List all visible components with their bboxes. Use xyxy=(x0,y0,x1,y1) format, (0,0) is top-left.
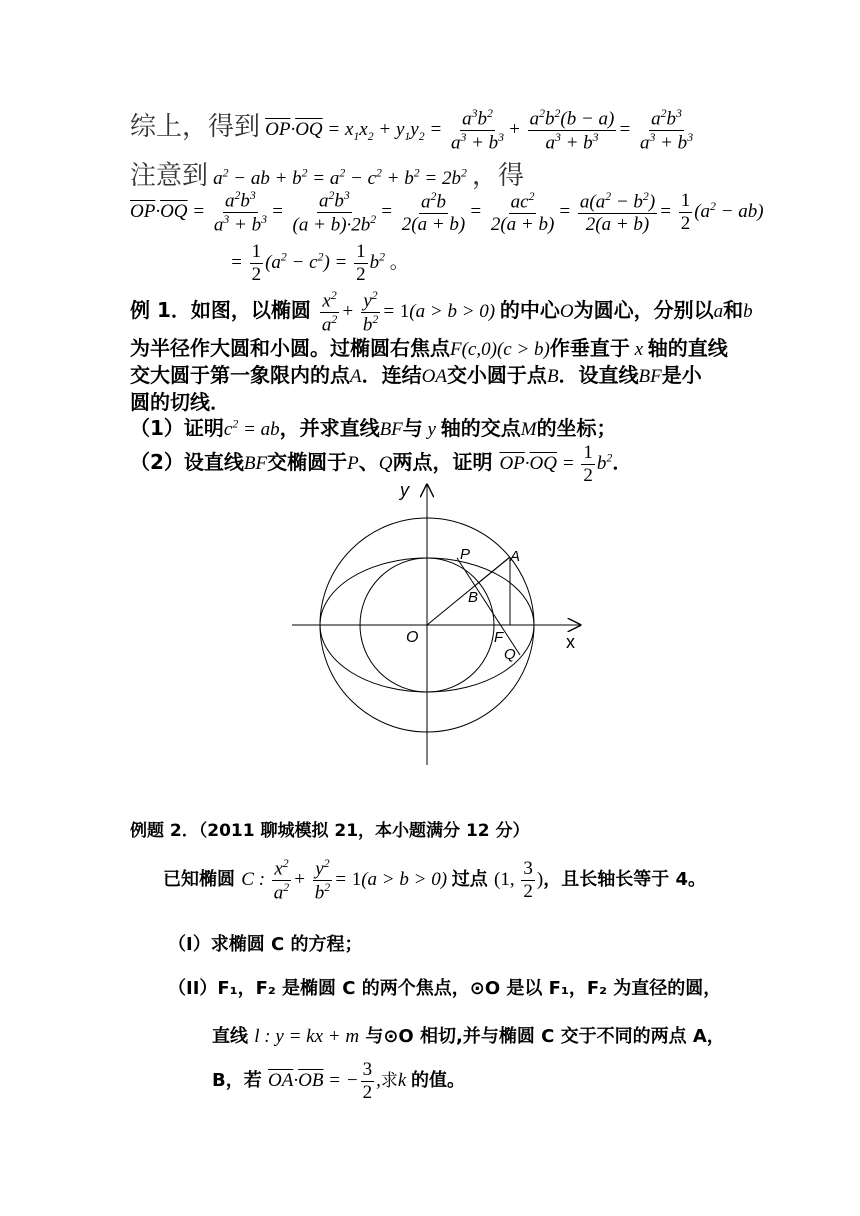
example1-text: 交大圆于第一象限内的点 xyxy=(130,363,350,387)
example2-text: 过点 xyxy=(451,869,488,891)
tangent-line-bf xyxy=(457,558,520,655)
example1-text: ．设直线 xyxy=(558,363,639,387)
example2-text: 与⊙O 相切,并与椭圆 C 交于不同的两点 A， xyxy=(365,1026,725,1047)
example2-line-1 xyxy=(163,858,706,904)
example2-text: 已知椭圆 xyxy=(163,869,235,891)
example1-text: （2）设直线 xyxy=(130,449,244,474)
label-x: x xyxy=(566,632,575,652)
example1-text: ，并求直线 xyxy=(279,416,380,440)
example1-text: 是小 xyxy=(661,363,702,387)
label-f: F xyxy=(494,629,504,646)
segment-ab xyxy=(477,557,510,584)
example1-text: 为半径作大圆和小圆。过椭圆右焦点 xyxy=(130,336,450,360)
example2-text: B，若 xyxy=(212,1069,262,1091)
formula-identity: $a^2$ − ab + $b^2 = a^2 - c^2 + b^2 = 2b^2$ xyxy=(213,166,467,189)
example2-text: 直线 xyxy=(212,1026,248,1047)
example2-text: ，且长轴长等于 4。 xyxy=(543,869,706,891)
example1-text: 和 xyxy=(723,298,744,323)
example1-text: ． xyxy=(612,449,633,474)
derivation-intro: 综上，得到 xyxy=(130,112,261,142)
example2-part-1: （I）求椭圆 C 的方程； xyxy=(168,934,363,955)
example1-text: 交椭圆于 xyxy=(267,449,348,474)
example2-part-2-line-2 xyxy=(212,1022,725,1048)
example2-title: 例题 2．（2011 聊城模拟 21，本小题满分 12 分） xyxy=(130,821,530,841)
label-b: B xyxy=(468,589,479,606)
formula-ellipse: $\frac{x^2}{a^2}$ + $\frac{y^2}{b^2}$ = 1(a > b > 0) xyxy=(321,289,500,336)
example1-text: 轴的交点 xyxy=(440,416,521,440)
example1-text: 圆的切线． xyxy=(130,390,230,414)
example1-text: （1）证明 xyxy=(130,416,224,440)
derivation-line-1 xyxy=(130,106,697,153)
example2-part-2-line-3 xyxy=(212,1060,465,1103)
example1-line-1: 例 1．如图，以椭圆 $\frac{x^2}{a^2}$ + $\frac{y^2}{b^2}$ = 1(a > b > 0) 的中心O为圆心，分别以a和b xyxy=(130,289,753,336)
label-y: y xyxy=(400,480,409,500)
example1-text: 交小圆于点 xyxy=(446,363,547,387)
example1-text: 的中心 xyxy=(499,298,560,323)
formula-result: = $\frac{1}{2}$ $(a^2 - c^2)$ = $\frac{1}{2}$ $b^2$ 。 xyxy=(230,241,409,285)
formula-oa-ob: $\overline{OA}\cdot\overline{OB}$ = − $\frac{3}{2}$ ,求k xyxy=(268,1059,412,1103)
example1-line-2: 为半径作大圆和小圆。过椭圆右焦点F(c,0)(c > b)作垂直于 x 轴的直线 xyxy=(130,336,728,360)
example2-text: 的值。 xyxy=(411,1069,466,1091)
example1-text: 作垂直于 xyxy=(549,336,630,360)
example1-text: 两点，证明 xyxy=(392,449,493,474)
formula-chain: $\overline{OP}\cdot\overline{OQ}$ = $\frac{a^2b^3}{a^3 + b^3}$ = $\frac{a^2b^3}{(a + b)\cdot 2b^2}$ = $\frac{a^2b}{2(a + b)}$ = $\frac{ac^2}{2(a + b)}$ = $\frac{a(a^2 - b^2)}{2(a + b)}$ = $\frac{1}{2}$ $(a^2 - ab)$ xyxy=(130,189,764,236)
example1-text: 轴的直线 xyxy=(647,336,728,360)
example1-line-3: 交大圆于第一象限内的点A．连结OA交小圆于点B．设直线BF是小 xyxy=(130,363,702,387)
example2-part-2: （II）F₁，F₂ 是椭圆 C 的两个焦点，⊙O 是以 F₁，F₂ 为直径的圆， xyxy=(168,978,722,999)
derivation-de: ，得 xyxy=(471,161,524,191)
example1-text: 的坐标； xyxy=(536,416,617,440)
example1-label: 例 1． xyxy=(130,298,191,323)
formula-point: (1, $\frac{3}{2}$ ) xyxy=(494,858,544,903)
formula-op-oq-sum: $\overline{OP}\cdot\overline{OQ} = x_1x_2 + y_1y_2$ = $\frac{a^3b^2}{a^3 + b^3}$ + $\frac{a^2b^2(b - a)}{a^3 + b^3}$ = $\frac{a^2b^3}{a^3 + b^3}$ xyxy=(265,106,694,154)
ellipse-circles-figure xyxy=(280,475,600,775)
example1-text: 为圆心，分别以 xyxy=(573,298,714,323)
example1-question-1: （1）证明$c^2$ = ab，并求直线BF与 y 轴的交点M的坐标； xyxy=(130,416,617,440)
formula-line-l: l : y = kx + m xyxy=(254,1026,360,1047)
label-o: O xyxy=(406,629,419,646)
example1-text: 、 xyxy=(358,449,379,474)
example1-text: 如图，以椭圆 xyxy=(190,298,311,323)
label-p: P xyxy=(460,546,471,563)
example1-question-2: （2）设直线BF交椭圆于P、Q两点，证明 $\overline{OP}\cdot\overline{OQ}$ = $\frac{1}{2}$ $b^2$． xyxy=(130,442,633,486)
formula-ellipse-c: C : $\frac{x^2}{a^2}$ + $\frac{y^2}{b^2}$ = 1(a > b > 0) xyxy=(241,857,452,904)
example1-text: ．连结 xyxy=(361,363,422,387)
derivation-line-2 xyxy=(130,155,524,192)
derivation-note: 注意到 xyxy=(130,161,209,191)
label-q: Q xyxy=(504,646,516,663)
example1-text: 与 xyxy=(402,416,423,440)
example1-line-4 xyxy=(130,386,230,415)
label-a: A xyxy=(510,548,521,565)
